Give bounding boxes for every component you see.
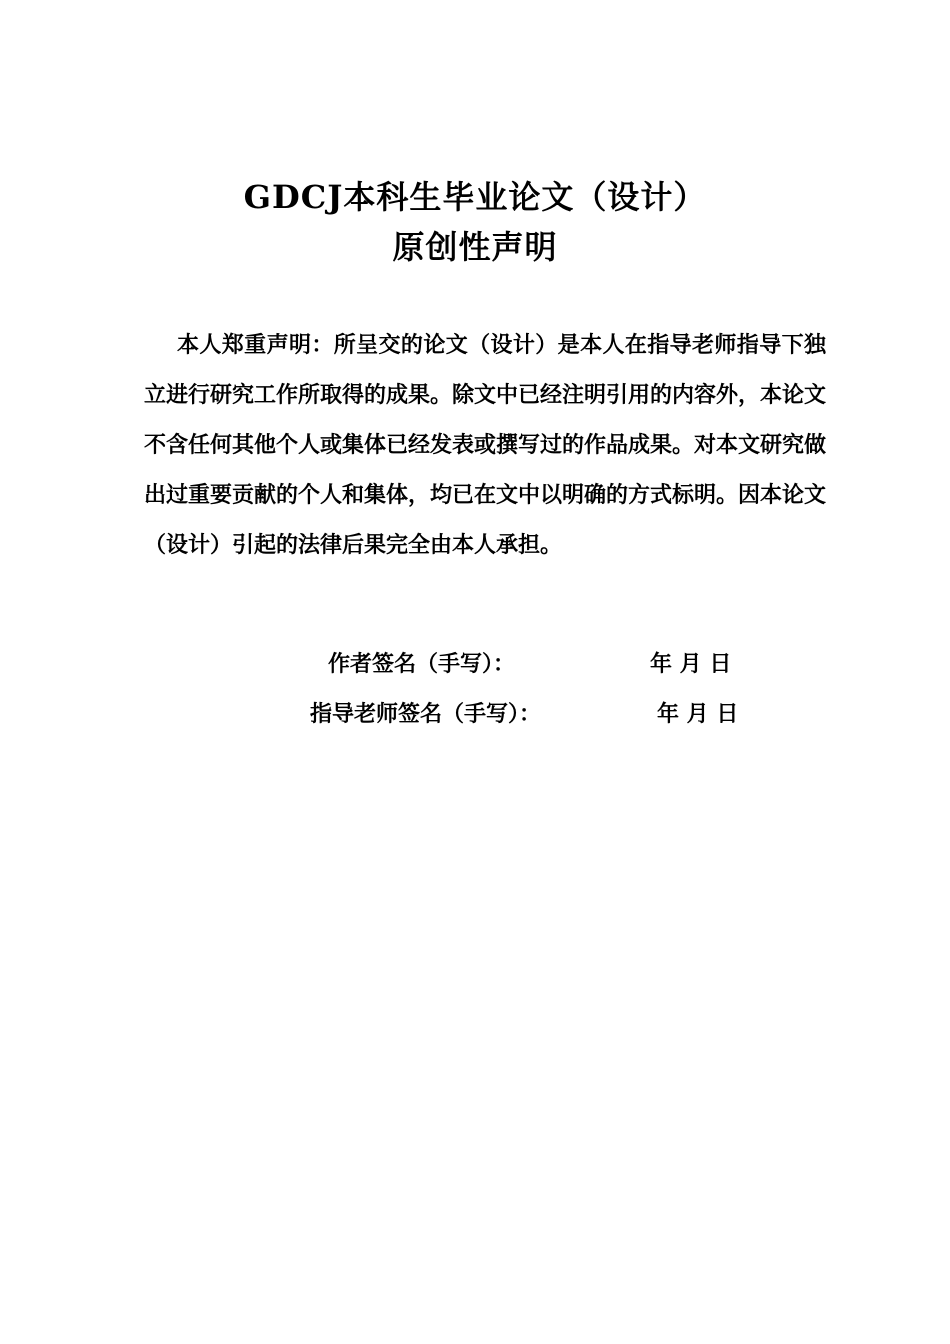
author-date: 年 月 日 <box>650 651 732 677</box>
author-signature-label: 作者签名（手写）： <box>328 651 516 677</box>
advisor-signature-row <box>0 699 950 729</box>
author-signature-row <box>0 649 950 679</box>
document-title: GDCJ本科生毕业论文（设计） <box>243 178 707 216</box>
advisor-date: 年 月 日 <box>657 701 739 727</box>
advisor-signature-label: 指导老师签名（手写）： <box>310 701 542 727</box>
declaration-paragraph: 本人郑重声明：所呈交的论文（设计）是本人在指导老师指导下独立进行研究工作所取得的成果。除文中已经注明引用的内容外，本论文不含任何其他个人或集体已经发表或撰写过的作品成果。对本文研究做出过重要贡献的个人和集体，均已在文中以明确的方式标明。因本论文（设计）引起的法律后果完全由本人承担。 <box>144 332 827 558</box>
document-subtitle: 原创性声明 <box>392 228 558 266</box>
